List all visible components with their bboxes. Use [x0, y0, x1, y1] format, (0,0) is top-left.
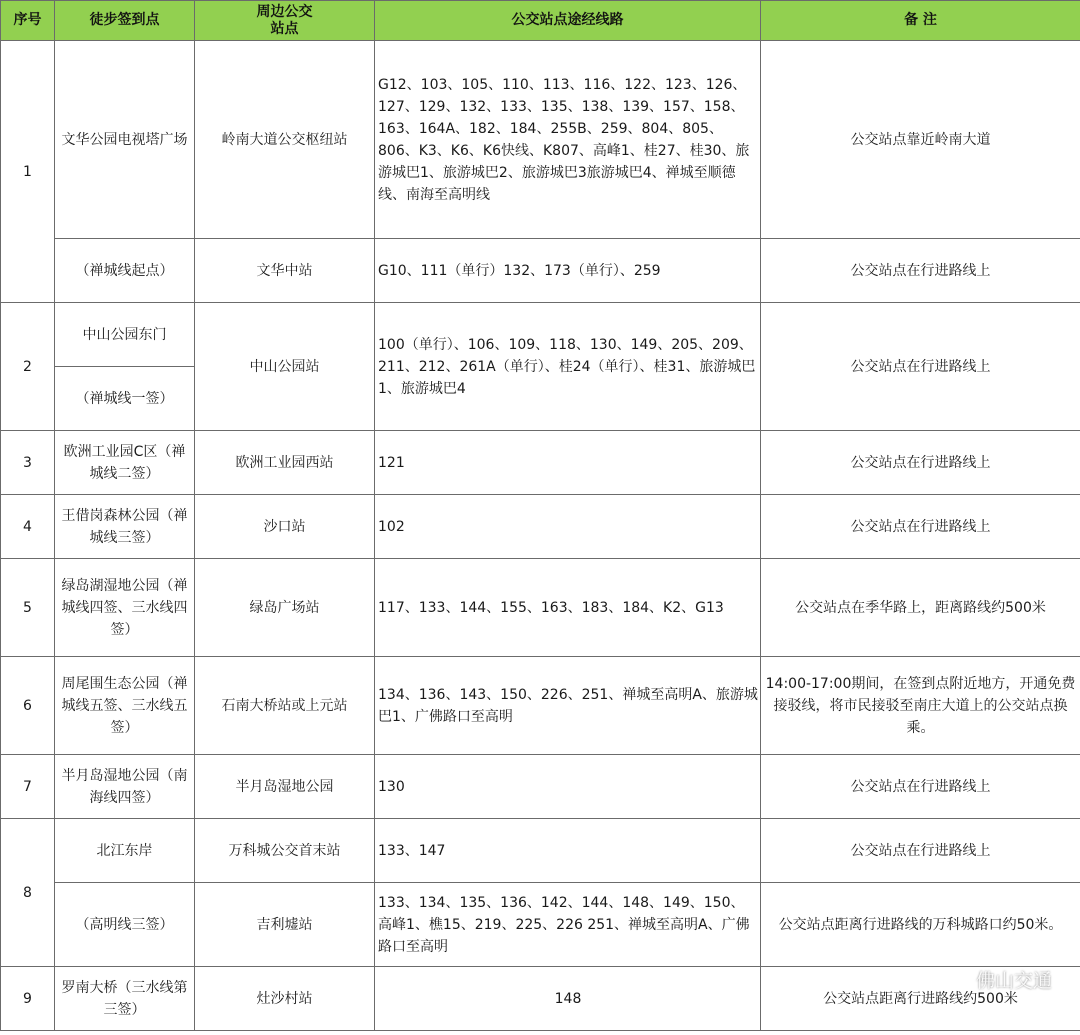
table-row: [1, 883, 1080, 967]
table-row: [1, 239, 1080, 303]
header-note: 备 注: [761, 1, 1080, 41]
note: 公交站点靠近岭南大道: [761, 41, 1080, 239]
table-row: [1, 657, 1080, 755]
table-row: [1, 303, 1080, 367]
row-number: 4: [1, 495, 55, 559]
checkin-point: 中山公园东门: [55, 303, 195, 367]
note: 公交站点在行进路线上: [761, 819, 1080, 883]
checkin-point: 王借岗森林公园（禅城线三签）: [55, 495, 195, 559]
checkin-point: （禅城线一签）: [55, 367, 195, 431]
row-number: 6: [1, 657, 55, 755]
table-row: [1, 819, 1080, 883]
header-no: 序号: [1, 1, 55, 41]
row-number: 9: [1, 967, 55, 1031]
note: 公交站点在行进路线上: [761, 239, 1080, 303]
note: 公交站点在行进路线上: [761, 755, 1080, 819]
row-number: 2: [1, 303, 55, 431]
bus-stop: 绿岛广场站: [195, 559, 375, 657]
checkin-point: 绿岛湖湿地公园（禅城线四签、三水线四签）: [55, 559, 195, 657]
table-row: [1, 755, 1080, 819]
route-list: 133、147: [375, 819, 761, 883]
table-row: [1, 967, 1080, 1031]
header-row: [1, 1, 1080, 41]
checkin-point: 半月岛湿地公园（南海线四签）: [55, 755, 195, 819]
header-stop: [195, 1, 375, 41]
route-list: 117、133、144、155、163、183、184、K2、G13: [375, 559, 761, 657]
route-list: G12、103、105、110、113、116、122、123、126、127、129、132、133、135、138、139、157、158、163、164A、182、184、255B、259、804、805、806、K3、K6、K6快线、K807、高峰1、桂27、桂30、旅游城巴1、旅游城巴2、旅游城巴3旅游城巴4、禅城至顺德线、南海至高明线: [375, 41, 761, 239]
bus-stop: 吉利墟站: [195, 883, 375, 967]
route-list: 100（单行）、106、109、118、130、149、205、209、211、212、261A（单行）、桂24（单行）、桂31、旅游城巴1、旅游城巴4: [375, 303, 761, 431]
note: 公交站点距离行进路线约500米: [761, 967, 1080, 1031]
checkin-point: 罗南大桥（三水线第三签）: [55, 967, 195, 1031]
row-number: 7: [1, 755, 55, 819]
bus-stop: 石南大桥站或上元站: [195, 657, 375, 755]
bus-stop: 灶沙村站: [195, 967, 375, 1031]
route-list: 133、134、135、136、142、144、148、149、150、高峰1、樵15、219、225、226 251、禅城至高明A、广佛路口至高明: [375, 883, 761, 967]
bus-stop: 文华中站: [195, 239, 375, 303]
row-number: 5: [1, 559, 55, 657]
note: 公交站点距离行进路线的万科城路口约50米。: [761, 883, 1080, 967]
bus-stop: 中山公园站: [195, 303, 375, 431]
bus-stop: 半月岛湿地公园: [195, 755, 375, 819]
bus-stop: 欧洲工业园西站: [195, 431, 375, 495]
watermark-text: 佛山交通: [975, 970, 1052, 992]
route-list: 134、136、143、150、226、251、禅城至高明A、旅游城巴1、广佛路口至高明: [375, 657, 761, 755]
route-list: 102: [375, 495, 761, 559]
checkin-point: 文华公园电视塔广场: [55, 41, 195, 239]
route-list: 130: [375, 755, 761, 819]
row-number: 3: [1, 431, 55, 495]
route-list: 148: [375, 967, 761, 1031]
note: 公交站点在季华路上，距离路线约500米: [761, 559, 1080, 657]
row-number: 1: [1, 41, 55, 303]
note: 公交站点在行进路线上: [761, 431, 1080, 495]
note: 公交站点在行进路线上: [761, 495, 1080, 559]
note: 公交站点在行进路线上: [761, 303, 1080, 431]
table-row: [1, 559, 1080, 657]
bus-stop: 岭南大道公交枢纽站: [195, 41, 375, 239]
route-list: 121: [375, 431, 761, 495]
bus-stop: 万科城公交首末站: [195, 819, 375, 883]
checkin-point: 周尾围生态公园（禅城线五签、三水线五签）: [55, 657, 195, 755]
header-checkin: 徒步签到点: [55, 1, 195, 41]
checkin-point: 欧洲工业园C区（禅城线二签）: [55, 431, 195, 495]
route-list: G10、111（单行）132、173（单行）、259: [375, 239, 761, 303]
table-row: [1, 41, 1080, 239]
row-number: 8: [1, 819, 55, 967]
checkin-point: （禅城线起点）: [55, 239, 195, 303]
header-stop-line1: 周边公交: [256, 3, 313, 20]
checkin-point: 北江东岸: [55, 819, 195, 883]
header-routes: 公交站点途经线路: [375, 1, 761, 41]
header-stop-line2: 站点: [270, 20, 299, 37]
checkin-point: （高明线三签）: [55, 883, 195, 967]
table-row: [1, 431, 1080, 495]
table-row: [1, 495, 1080, 559]
note: 14:00-17:00期间，在签到点附近地方，开通免费接驳线，将市民接驳至南庄大道上的公交站点换乘。: [761, 657, 1080, 755]
bus-stop: 沙口站: [195, 495, 375, 559]
